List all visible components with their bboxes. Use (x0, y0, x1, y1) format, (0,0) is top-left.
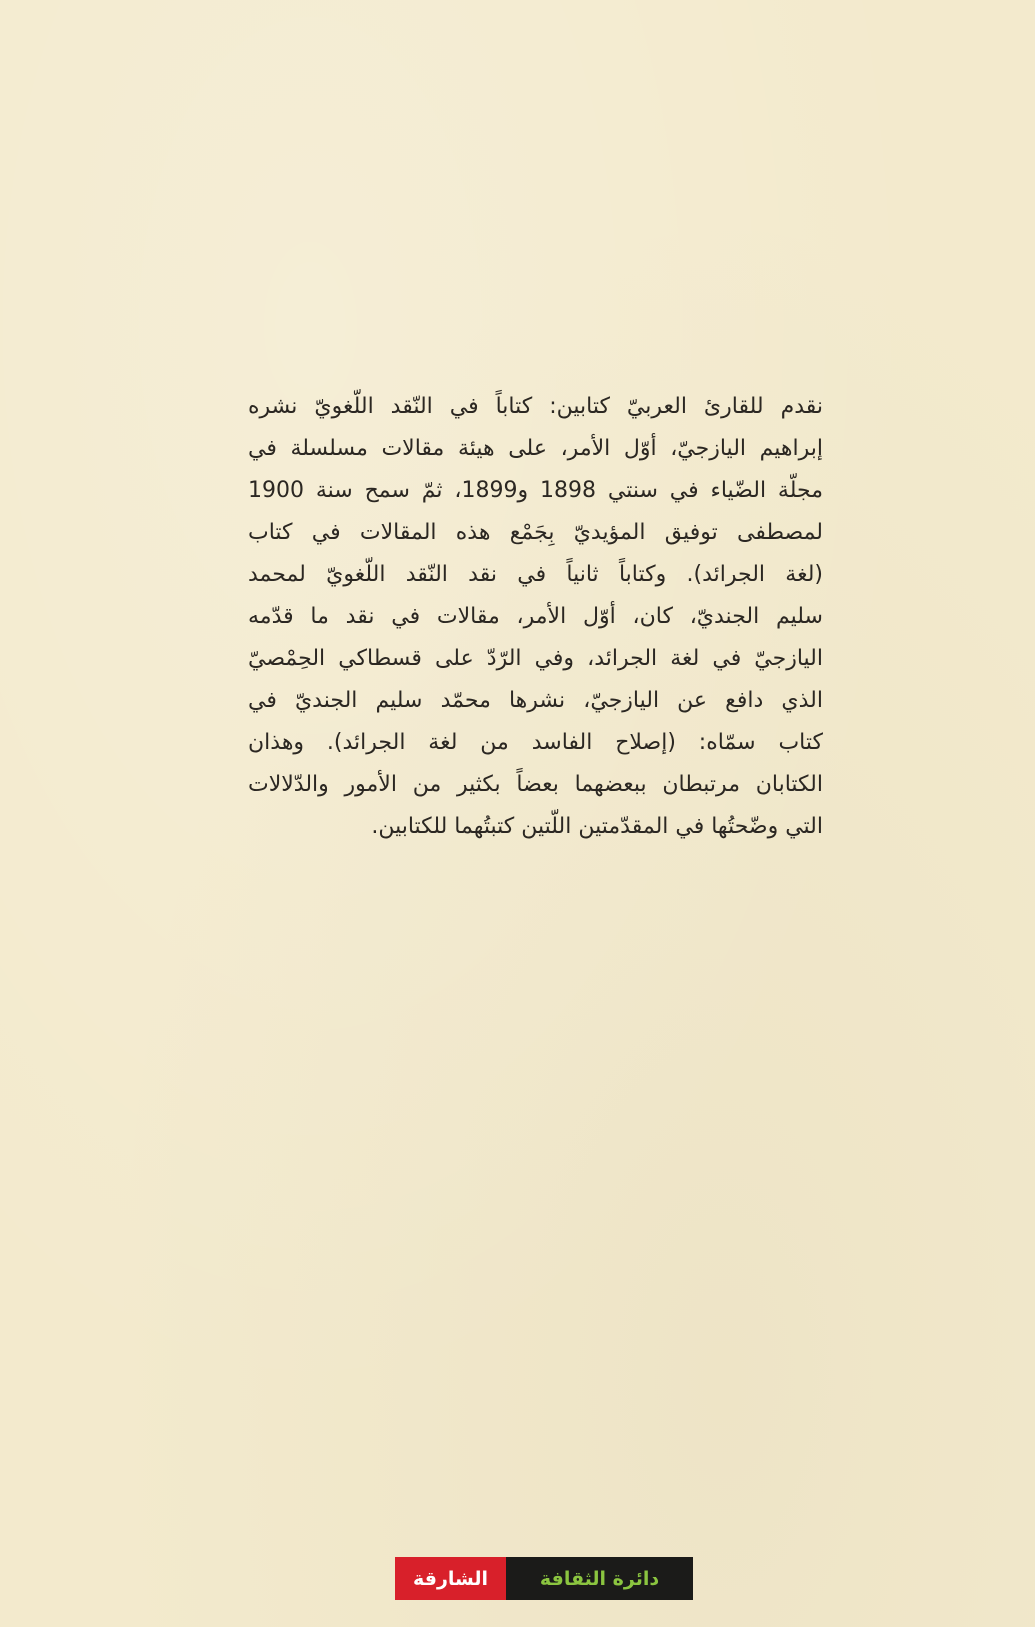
blurb-text (248, 386, 823, 848)
blurb-line: التي وضّحتُها في المقدّمتين اللّتين كتبتُهما للكتابين. (371, 814, 823, 839)
blurb-line: نقدم للقارئ العربيّ كتابين: كتاباً في النّقد اللّغويّ نشره (248, 394, 823, 419)
publisher-logo-city: الشارقة (395, 1557, 506, 1600)
blurb-line: سليم الجنديّ، كان، أوّل الأمر، مقالات في نقد ما قدّمه (248, 604, 823, 629)
publisher-logo (395, 1557, 693, 1600)
blurb-line: (لغة الجرائد). وكتاباً ثانياً في نقد النّقد اللّغويّ لمحمد (248, 562, 823, 587)
blurb-line: لمصطفى توفيق المؤيديّ بِجَمْع هذه المقالات في كتاب (248, 520, 823, 545)
blurb-line: الكتابان مرتبطان ببعضهما بعضاً بكثير من الأمور والدّلالات (248, 772, 823, 797)
blurb-line: كتاب سمّاه: (إصلاح الفاسد من لغة الجرائد). وهذان (248, 730, 823, 755)
blurb-line: إبراهيم اليازجيّ، أوّل الأمر، على هيئة مقالات مسلسلة في (248, 436, 823, 461)
publisher-logo-name-box (506, 1557, 693, 1600)
blurb-line: اليازجيّ في لغة الجرائد، وفي الرّدّ على قسطاكي الحِمْصيّ (248, 646, 823, 671)
publisher-logo-name: دائرة الثقافة (539, 1567, 660, 1590)
blurb-line: الذي دافع عن اليازجيّ، نشرها محمّد سليم الجنديّ في (248, 688, 823, 713)
blurb-line: مجلّة الضّياء في سنتي 1898 و1899، ثمّ سمح سنة 1900 (248, 478, 823, 503)
